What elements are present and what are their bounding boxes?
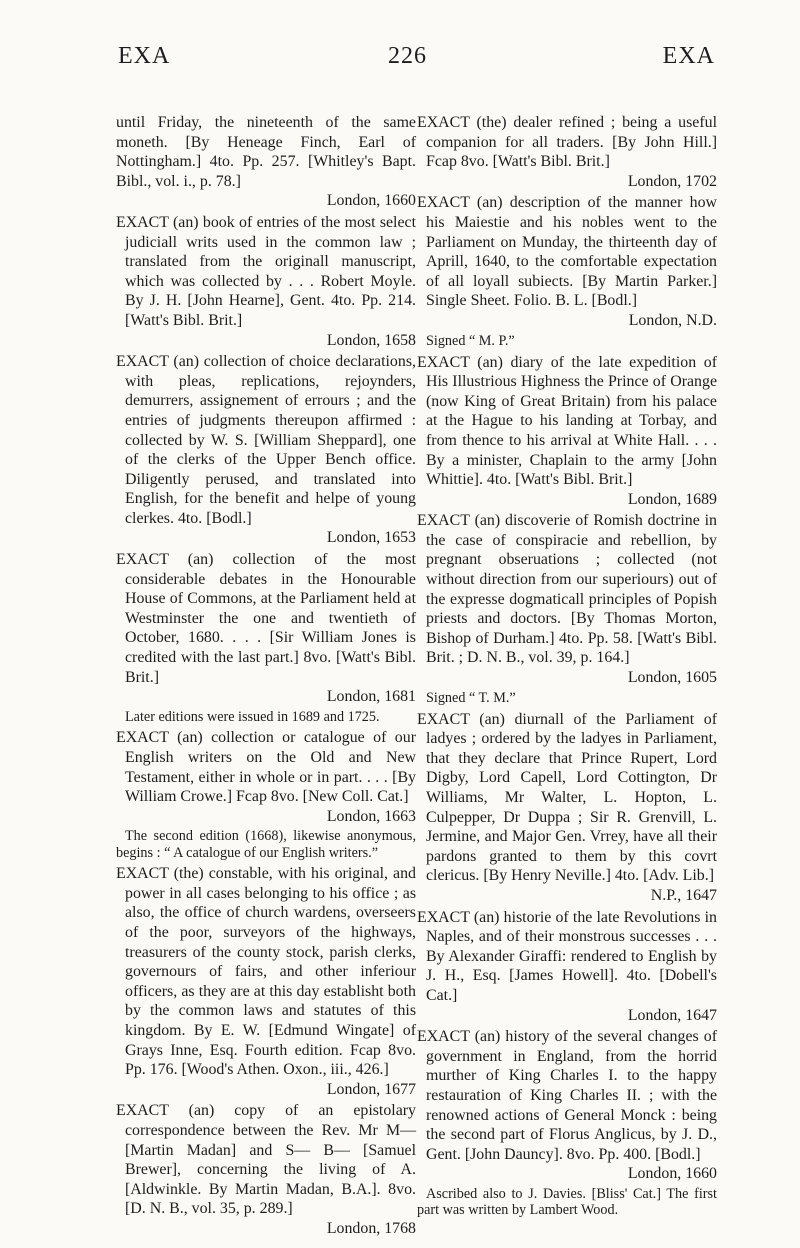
entry-imprint: London, 1677 — [326, 1080, 416, 1098]
entry-signature: Signed “ T. M.” — [426, 689, 516, 706]
running-head-right: EXA — [662, 43, 715, 69]
entry-imprint: London, 1660 — [627, 1165, 717, 1183]
bibliography-entry — [417, 1027, 717, 1184]
entry-text: EXACT (an) discoverie of Romish doctrine in the case of conspiracie and rebellion, by pregnant obseruations ; collected (not without direction from our superiours) out of the expresse dogmaticall principles of Popish priests and doctors. [By Thomas Morton, Bishop of Durham.] 4to. Pp. 58. [Watt's Bibl. Brit. ; D. N. B., vol. 39, p. 164.] — [417, 512, 717, 667]
entry-imprint: London, 1663 — [326, 807, 416, 825]
page-header — [100, 43, 715, 73]
entry-imprint: N.P., 1647 — [650, 886, 717, 904]
entry-imprint: London, 1647 — [627, 1006, 717, 1024]
entry-signature: Signed “ M. P.” — [426, 332, 515, 349]
entry-text: EXACT (an) collection of choice declarations, with pleas, replications, rejoynders, demurrers, assignement of errours ; and the entries of judgments thereupon affirmed : collected by W. S. [William Sheppard], one of the clerks of the Upper Bench office. Diligently perused, and translated into English, for the benefit and helpe of young clerkes. 4to. [Bodl.] — [116, 353, 416, 527]
page-number: 226 — [388, 43, 427, 69]
bibliography-entry — [116, 864, 416, 1099]
entry-text: EXACT (the) dealer refined ; being a useful companion for all traders. [By John Hill.] Fcap 8vo. [Watt's Bibl. Brit.] — [417, 114, 717, 171]
entry-text: EXACT (the) constable, with his original, and power in all cases belonging to his office ; as also, the office of church wardens, overseers of the poor, surveyors of the highways, treasurers of the county stock, parish clerks, governours of fairs, and other inferiour officers, as they are at this day establisht both by the common laws and statutes of this kingdom. By E. W. [Edmund Wingate] of Grays Inne, Esq. Fourth edition. Fcap 8vo. Pp. 176. [Wood's Athen. Oxon., iii., 426.] — [116, 865, 416, 1079]
bibliography-entry — [116, 1101, 416, 1238]
entry-imprint: London, 1702 — [627, 172, 717, 190]
entry-text: EXACT (an) copy of an epistolary correspondence between the Rev. Mr M— [Martin Madan] and S— B— [Samuel Brewer], concerning the living of A. [Aldwinkle. By Martin Madan, B.A.]. 8vo. [D. N. B., vol. 35, p. 289.] — [116, 1102, 416, 1218]
bibliography-entry — [417, 710, 717, 906]
bibliography-entry — [116, 113, 416, 211]
entry-text: EXACT (an) collection of the most considerable debates in the Honourable House of Commons, at the Parliament held at Westminster the one and twentieth of October, 1680. . . . [Sir William Jones is credited with the last part.] 8vo. [Watt's Bibl. Brit.] — [116, 551, 416, 686]
entry-text: EXACT (an) historie of the late Revolutions in Naples, and of their monstrous successes . . . By Alexander Giraffi: rendered to English by J. H., Esq. [James Howell]. 4to. [Dobell's Cat.] — [417, 908, 717, 1004]
entry-text: EXACT (an) diurnall of the Parliament of ladyes ; ordered by the ladyes in Parliament, that they declare that Prince Rupert, Lord Digby, Lord Capell, Lord Cottington, Dr Williams, Mr Walter, L. Hopton, L. Culpepper, Dr Duppa ; Sir R. Grenvill, L. Jermine, and Major Gen. Vrrey, have all their pardons granted to them by this covrt clericus. [By Henry Neville.] 4to. [Adv. Lib.] — [417, 710, 717, 885]
running-head-left: EXA — [118, 43, 171, 69]
entry-imprint: London, 1658 — [326, 331, 416, 349]
entry-imprint: London, 1660 — [326, 192, 416, 210]
entry-imprint: London, 1768 — [326, 1219, 416, 1237]
bibliography-entry — [417, 908, 717, 1026]
bibliography-entry — [116, 550, 416, 707]
entry-imprint: London, N.D. — [628, 311, 717, 329]
bibliography-entry — [417, 193, 717, 330]
entry-text: EXACT (an) history of the several changes of government in England, from the horrid murther of King Charles I. to the happy restauration of King Charles II. ; with the renowned actions of General Monck : being the second part of Florus Anglicus, by J. D., Gent. [John Dauncy]. 8vo. Pp. 400. [Bodl.] — [417, 1028, 717, 1163]
entry-note: Later editions were issued in 1689 and 1725. — [125, 708, 380, 725]
entry-note: The second edition (1668), likewise anonymous, begins : “ A catalogue of our English writers.” — [116, 828, 416, 861]
entry-text: EXACT (an) description of the manner how his Maiestie and his nobles went to the Parliament on Munday, the thirteenth day of Aprill, 1640, to the comfortable expectation of all loyall subiects. [By Martin Parker.] Single Sheet. Folio. B. L. [Bodl.] — [417, 194, 717, 310]
right-column — [417, 113, 717, 1222]
entry-imprint: London, 1653 — [326, 529, 416, 547]
bibliography-entry — [417, 113, 717, 191]
bibliography-entry — [417, 353, 717, 510]
entry-text: EXACT (an) book of entries of the most select judiciall writs used in the common law ; translated from the originall manuscript, which was collected by . . . Robert Moyle. By J. H. [John Hearne], Gent. 4to. Pp. 214. [Watt's Bibl. Brit.] — [116, 213, 416, 329]
bibliography-entry — [417, 511, 717, 687]
entry-text: EXACT (an) collection or catalogue of our English writers on the Old and New Testament, either in whole or in part. . . . [By William Crowe.] Fcap 8vo. [New Coll. Cat.] — [116, 729, 416, 806]
entry-text: until Friday, the nineteenth of the same moneth. [By Heneage Finch, Earl of Nottingham.] 4to. Pp. 257. [Whitley's Bapt. Bibl., vol. i., p. 78.] — [116, 114, 416, 190]
entry-imprint: London, 1681 — [326, 688, 416, 706]
entry-imprint: London, 1689 — [627, 490, 717, 508]
left-column — [116, 113, 416, 1241]
entry-text: EXACT (an) diary of the late expedition of His Illustrious Highness the Prince of Orange (now King of Great Britain) from his palace at the Hague to his landing at Torbay, and from thence to his arrival at White Hall. . . . By a minister, Chaplain to the army [John Whittie]. 4to. [Watt's Bibl. Brit.] — [417, 353, 717, 489]
bibliography-entry — [116, 213, 416, 350]
entry-note: Ascribed also to J. Davies. [Bliss' Cat.] The first part was written by Lambert Wood. — [417, 1185, 717, 1219]
entry-imprint: London, 1605 — [627, 669, 717, 687]
bibliography-entry — [116, 352, 416, 548]
bibliography-entry — [116, 728, 416, 826]
